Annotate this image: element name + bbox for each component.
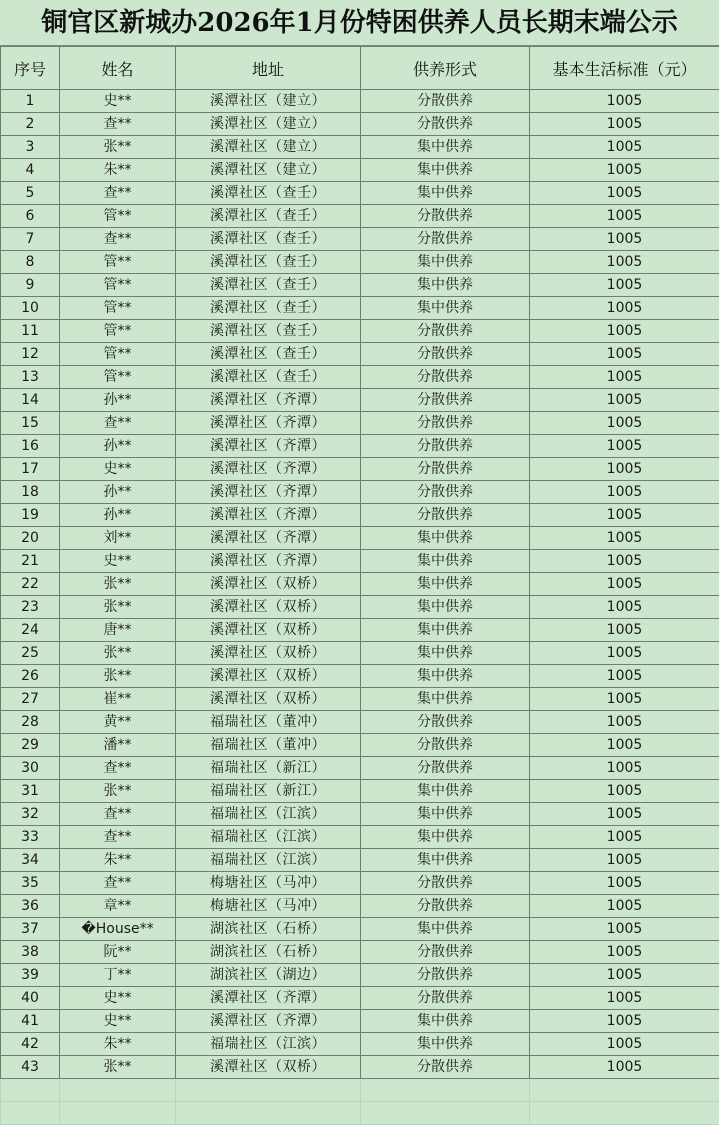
table-row: [1, 251, 719, 274]
cell-standard[interactable]: 1005: [530, 665, 719, 688]
cell-address[interactable]: 溪潭社区（齐潭）: [176, 458, 361, 481]
cell-seq[interactable]: 3: [1, 136, 60, 159]
cell-address[interactable]: 溪潭社区（建立）: [176, 90, 361, 113]
cell-name[interactable]: 查**: [60, 113, 176, 136]
cell-seq[interactable]: 39: [1, 964, 60, 987]
cell-address[interactable]: 溪潭社区（查壬）: [176, 366, 361, 389]
cell-standard[interactable]: 1005: [530, 550, 719, 573]
cell-name[interactable]: 阮**: [60, 941, 176, 964]
table-row: [1, 780, 719, 803]
cell-standard[interactable]: 1005: [530, 964, 719, 987]
empty-cell[interactable]: [1, 1079, 60, 1102]
cell-address[interactable]: 溪潭社区（建立）: [176, 113, 361, 136]
cell-name[interactable]: 朱**: [60, 159, 176, 182]
cell-name[interactable]: 唐**: [60, 619, 176, 642]
cell-address[interactable]: 溪潭社区（齐潭）: [176, 504, 361, 527]
cell-address[interactable]: 溪潭社区（双桥）: [176, 688, 361, 711]
cell-standard[interactable]: 1005: [530, 1033, 719, 1056]
table-row: [1, 412, 719, 435]
cell-name[interactable]: 史**: [60, 550, 176, 573]
cell-address[interactable]: 溪潭社区（查壬）: [176, 343, 361, 366]
page-title: 铜官区新城办2026年1月份特困供养人员长期末端公示: [0, 0, 719, 46]
empty-cell[interactable]: [1, 1102, 60, 1125]
empty-cell[interactable]: [176, 1079, 361, 1102]
cell-support-type[interactable]: 集中供养: [361, 849, 530, 872]
table-row: [1, 688, 719, 711]
cell-seq[interactable]: 19: [1, 504, 60, 527]
cell-support-type[interactable]: 集中供养: [361, 619, 530, 642]
cell-address[interactable]: 福瑞社区（江滨）: [176, 1033, 361, 1056]
cell-support-type[interactable]: 分散供养: [361, 90, 530, 113]
table-row: [1, 458, 719, 481]
cell-name[interactable]: 查**: [60, 412, 176, 435]
cell-seq[interactable]: 26: [1, 665, 60, 688]
cell-name[interactable]: 张**: [60, 1056, 176, 1079]
cell-standard[interactable]: 1005: [530, 849, 719, 872]
cell-seq[interactable]: 32: [1, 803, 60, 826]
cell-address[interactable]: 溪潭社区（查壬）: [176, 228, 361, 251]
cell-address[interactable]: 溪潭社区（齐潭）: [176, 550, 361, 573]
cell-address[interactable]: 福瑞社区（新江）: [176, 757, 361, 780]
cell-name[interactable]: 管**: [60, 274, 176, 297]
table-row: [1, 849, 719, 872]
empty-cell[interactable]: [530, 1102, 719, 1125]
table-row: [1, 573, 719, 596]
table-row: [1, 527, 719, 550]
cell-support-type[interactable]: 分散供养: [361, 987, 530, 1010]
header-support-type[interactable]: 供养形式: [361, 47, 530, 90]
cell-name[interactable]: 管**: [60, 205, 176, 228]
cell-seq[interactable]: 8: [1, 251, 60, 274]
cell-name[interactable]: 查**: [60, 826, 176, 849]
cell-seq[interactable]: 16: [1, 435, 60, 458]
header-seq[interactable]: 序号: [1, 47, 60, 90]
cell-seq[interactable]: 25: [1, 642, 60, 665]
table-row: [1, 274, 719, 297]
cell-name[interactable]: 史**: [60, 987, 176, 1010]
table-row: [1, 734, 719, 757]
cell-name[interactable]: 刘**: [60, 527, 176, 550]
table-row: [1, 205, 719, 228]
cell-seq[interactable]: 42: [1, 1033, 60, 1056]
cell-address[interactable]: 溪潭社区（齐潭）: [176, 412, 361, 435]
table-row: [1, 619, 719, 642]
cell-seq[interactable]: 41: [1, 1010, 60, 1033]
cell-seq[interactable]: 30: [1, 757, 60, 780]
cell-address[interactable]: 溪潭社区（查壬）: [176, 320, 361, 343]
cell-address[interactable]: 福瑞社区（江滨）: [176, 826, 361, 849]
cell-seq[interactable]: 37: [1, 918, 60, 941]
cell-address[interactable]: 溪潭社区（双桥）: [176, 573, 361, 596]
cell-seq[interactable]: 33: [1, 826, 60, 849]
cell-standard[interactable]: 1005: [530, 205, 719, 228]
cell-name[interactable]: 孙**: [60, 504, 176, 527]
cell-seq[interactable]: 20: [1, 527, 60, 550]
cell-support-type[interactable]: 分散供养: [361, 228, 530, 251]
cell-name[interactable]: 查**: [60, 182, 176, 205]
cell-standard[interactable]: 1005: [530, 941, 719, 964]
cell-name[interactable]: 朱**: [60, 849, 176, 872]
cell-seq[interactable]: 40: [1, 987, 60, 1010]
table-row: [1, 504, 719, 527]
cell-address[interactable]: 溪潭社区（齐潭）: [176, 389, 361, 412]
cell-name[interactable]: 丁**: [60, 964, 176, 987]
header-standard[interactable]: 基本生活标准（元）: [530, 47, 719, 90]
cell-support-type[interactable]: 分散供养: [361, 941, 530, 964]
cell-address[interactable]: 湖滨社区（湖边）: [176, 964, 361, 987]
cell-seq[interactable]: 11: [1, 320, 60, 343]
header-address[interactable]: 地址: [176, 47, 361, 90]
cell-support-type[interactable]: 分散供养: [361, 711, 530, 734]
cell-name[interactable]: 查**: [60, 872, 176, 895]
cell-name[interactable]: 崔**: [60, 688, 176, 711]
cell-name[interactable]: 史**: [60, 1010, 176, 1033]
cell-support-type[interactable]: 分散供养: [361, 412, 530, 435]
empty-cell[interactable]: [361, 1102, 530, 1125]
cell-seq[interactable]: 24: [1, 619, 60, 642]
cell-name[interactable]: 查**: [60, 228, 176, 251]
cell-support-type[interactable]: 分散供养: [361, 481, 530, 504]
table-row: [1, 711, 719, 734]
cell-standard[interactable]: 1005: [530, 113, 719, 136]
cell-seq[interactable]: 18: [1, 481, 60, 504]
cell-standard[interactable]: 1005: [530, 343, 719, 366]
cell-address[interactable]: 梅塘社区（马冲）: [176, 872, 361, 895]
cell-standard[interactable]: 1005: [530, 711, 719, 734]
cell-name[interactable]: 管**: [60, 297, 176, 320]
table-row: [1, 90, 719, 113]
cell-name[interactable]: 管**: [60, 366, 176, 389]
cell-seq[interactable]: 4: [1, 159, 60, 182]
cell-support-type[interactable]: 集中供养: [361, 182, 530, 205]
cell-standard[interactable]: 1005: [530, 734, 719, 757]
cell-standard[interactable]: 1005: [530, 803, 719, 826]
empty-cell[interactable]: [176, 1102, 361, 1125]
cell-support-type[interactable]: 集中供养: [361, 1033, 530, 1056]
cell-name[interactable]: 章**: [60, 895, 176, 918]
table-row: [1, 596, 719, 619]
empty-cell[interactable]: [60, 1079, 176, 1102]
cell-standard[interactable]: 1005: [530, 987, 719, 1010]
cell-name[interactable]: 查**: [60, 803, 176, 826]
cell-address[interactable]: 溪潭社区（齐潭）: [176, 435, 361, 458]
cell-support-type[interactable]: 分散供养: [361, 366, 530, 389]
cell-support-type[interactable]: 分散供养: [361, 757, 530, 780]
cell-standard[interactable]: 1005: [530, 918, 719, 941]
cell-seq[interactable]: 2: [1, 113, 60, 136]
cell-support-type[interactable]: 分散供养: [361, 113, 530, 136]
cell-standard[interactable]: 1005: [530, 504, 719, 527]
cell-address[interactable]: 湖滨社区（石桥）: [176, 941, 361, 964]
cell-seq[interactable]: 5: [1, 182, 60, 205]
cell-standard[interactable]: 1005: [530, 159, 719, 182]
cell-support-type[interactable]: 集中供养: [361, 550, 530, 573]
cell-address[interactable]: 湖滨社区（石桥）: [176, 918, 361, 941]
cell-support-type[interactable]: 集中供养: [361, 826, 530, 849]
cell-seq[interactable]: 9: [1, 274, 60, 297]
cell-seq[interactable]: 6: [1, 205, 60, 228]
table-row: [1, 1033, 719, 1056]
table-row: [1, 320, 719, 343]
cell-standard[interactable]: 1005: [530, 895, 719, 918]
table-row: [1, 389, 719, 412]
table-row: [1, 435, 719, 458]
cell-standard[interactable]: 1005: [530, 780, 719, 803]
cell-support-type[interactable]: 分散供养: [361, 964, 530, 987]
cell-seq[interactable]: 1: [1, 90, 60, 113]
table-row: [1, 964, 719, 987]
cell-address[interactable]: 溪潭社区（建立）: [176, 159, 361, 182]
cell-address[interactable]: 溪潭社区（查壬）: [176, 205, 361, 228]
table-row: [1, 895, 719, 918]
cell-name[interactable]: 张**: [60, 665, 176, 688]
table-body: [1, 90, 719, 1125]
cell-standard[interactable]: 1005: [530, 182, 719, 205]
cell-seq[interactable]: 36: [1, 895, 60, 918]
table-row: [1, 228, 719, 251]
table-row: [1, 665, 719, 688]
cell-seq[interactable]: 28: [1, 711, 60, 734]
cell-address[interactable]: 溪潭社区（齐潭）: [176, 481, 361, 504]
cell-name[interactable]: 张**: [60, 136, 176, 159]
cell-name[interactable]: 史**: [60, 90, 176, 113]
cell-support-type[interactable]: 分散供养: [361, 205, 530, 228]
cell-name[interactable]: 管**: [60, 251, 176, 274]
table-row: [1, 1056, 719, 1079]
table-row: [1, 366, 719, 389]
cell-standard[interactable]: 1005: [530, 320, 719, 343]
cell-name[interactable]: 管**: [60, 320, 176, 343]
cell-seq[interactable]: 35: [1, 872, 60, 895]
cell-address[interactable]: 溪潭社区（查壬）: [176, 297, 361, 320]
cell-standard[interactable]: 1005: [530, 1056, 719, 1079]
cell-seq[interactable]: 14: [1, 389, 60, 412]
cell-support-type[interactable]: 分散供养: [361, 872, 530, 895]
cell-standard[interactable]: 1005: [530, 757, 719, 780]
cell-seq[interactable]: 15: [1, 412, 60, 435]
table-row: [1, 872, 719, 895]
cell-name[interactable]: 朱**: [60, 1033, 176, 1056]
table-row: [1, 297, 719, 320]
cell-standard[interactable]: 1005: [530, 573, 719, 596]
cell-support-type[interactable]: 集中供养: [361, 527, 530, 550]
cell-support-type[interactable]: 集中供养: [361, 918, 530, 941]
table-row: [1, 343, 719, 366]
cell-seq[interactable]: 7: [1, 228, 60, 251]
cell-support-type[interactable]: 集中供养: [361, 665, 530, 688]
table-row: [1, 481, 719, 504]
table-row: [1, 757, 719, 780]
cell-standard[interactable]: 1005: [530, 435, 719, 458]
cell-standard[interactable]: 1005: [530, 642, 719, 665]
cell-seq[interactable]: 29: [1, 734, 60, 757]
cell-seq[interactable]: 12: [1, 343, 60, 366]
cell-standard[interactable]: 1005: [530, 412, 719, 435]
cell-address[interactable]: 溪潭社区（齐潭）: [176, 987, 361, 1010]
cell-standard[interactable]: 1005: [530, 1010, 719, 1033]
cell-address[interactable]: 梅塘社区（马冲）: [176, 895, 361, 918]
table-row: [1, 550, 719, 573]
header-name[interactable]: 姓名: [60, 47, 176, 90]
cell-address[interactable]: 溪潭社区（双桥）: [176, 596, 361, 619]
cell-standard[interactable]: 1005: [530, 619, 719, 642]
cell-address[interactable]: 溪潭社区（建立）: [176, 136, 361, 159]
support-table: [0, 46, 719, 1125]
cell-name[interactable]: 张**: [60, 642, 176, 665]
cell-support-type[interactable]: 分散供养: [361, 435, 530, 458]
cell-support-type[interactable]: 分散供养: [361, 1056, 530, 1079]
cell-standard[interactable]: 1005: [530, 458, 719, 481]
cell-standard[interactable]: 1005: [530, 251, 719, 274]
cell-support-type[interactable]: 分散供养: [361, 734, 530, 757]
table-row: [1, 987, 719, 1010]
cell-support-type[interactable]: 分散供养: [361, 458, 530, 481]
table-row: [1, 642, 719, 665]
cell-support-type[interactable]: 分散供养: [361, 389, 530, 412]
cell-support-type[interactable]: 集中供养: [361, 297, 530, 320]
cell-seq[interactable]: 21: [1, 550, 60, 573]
cell-support-type[interactable]: 集中供养: [361, 136, 530, 159]
cell-address[interactable]: 溪潭社区（查壬）: [176, 274, 361, 297]
cell-name[interactable]: 黄**: [60, 711, 176, 734]
cell-support-type[interactable]: 集中供养: [361, 159, 530, 182]
cell-seq[interactable]: 34: [1, 849, 60, 872]
cell-address[interactable]: 溪潭社区（双桥）: [176, 1056, 361, 1079]
cell-name[interactable]: 史**: [60, 458, 176, 481]
table-row: [1, 941, 719, 964]
cell-address[interactable]: 溪潭社区（双桥）: [176, 619, 361, 642]
cell-support-type[interactable]: 集中供养: [361, 274, 530, 297]
cell-standard[interactable]: 1005: [530, 297, 719, 320]
table-row: [1, 826, 719, 849]
cell-seq[interactable]: 10: [1, 297, 60, 320]
cell-address[interactable]: 溪潭社区（齐潭）: [176, 527, 361, 550]
table-row: [1, 113, 719, 136]
cell-seq[interactable]: 38: [1, 941, 60, 964]
cell-support-type[interactable]: 集中供养: [361, 1010, 530, 1033]
cell-seq[interactable]: 31: [1, 780, 60, 803]
table-row: [1, 803, 719, 826]
cell-support-type[interactable]: 集中供养: [361, 251, 530, 274]
cell-name[interactable]: 查**: [60, 757, 176, 780]
cell-address[interactable]: 溪潭社区（查壬）: [176, 251, 361, 274]
cell-name[interactable]: 管**: [60, 343, 176, 366]
empty-cell[interactable]: [60, 1102, 176, 1125]
cell-standard[interactable]: 1005: [530, 826, 719, 849]
cell-standard[interactable]: 1005: [530, 366, 719, 389]
cell-support-type[interactable]: 集中供养: [361, 688, 530, 711]
table-row: [1, 918, 719, 941]
cell-address[interactable]: 福瑞社区（江滨）: [176, 849, 361, 872]
cell-address[interactable]: 溪潭社区（双桥）: [176, 665, 361, 688]
cell-name[interactable]: 孙**: [60, 389, 176, 412]
cell-seq[interactable]: 17: [1, 458, 60, 481]
cell-name[interactable]: �House**: [60, 918, 176, 941]
cell-support-type[interactable]: 集中供养: [361, 803, 530, 826]
empty-row: [1, 1079, 719, 1102]
cell-support-type[interactable]: 分散供养: [361, 504, 530, 527]
cell-support-type[interactable]: 集中供养: [361, 642, 530, 665]
cell-address[interactable]: 福瑞社区（董冲）: [176, 711, 361, 734]
cell-address[interactable]: 福瑞社区（江滨）: [176, 803, 361, 826]
cell-name[interactable]: 张**: [60, 573, 176, 596]
cell-seq[interactable]: 43: [1, 1056, 60, 1079]
cell-standard[interactable]: 1005: [530, 90, 719, 113]
cell-name[interactable]: 孙**: [60, 481, 176, 504]
cell-address[interactable]: 溪潭社区（查壬）: [176, 182, 361, 205]
cell-standard[interactable]: 1005: [530, 872, 719, 895]
table-row: [1, 136, 719, 159]
cell-support-type[interactable]: 分散供养: [361, 320, 530, 343]
cell-seq[interactable]: 23: [1, 596, 60, 619]
cell-address[interactable]: 福瑞社区（新江）: [176, 780, 361, 803]
cell-support-type[interactable]: 分散供养: [361, 895, 530, 918]
cell-seq[interactable]: 22: [1, 573, 60, 596]
table-row: [1, 1010, 719, 1033]
cell-standard[interactable]: 1005: [530, 596, 719, 619]
cell-address[interactable]: 福瑞社区（董冲）: [176, 734, 361, 757]
cell-support-type[interactable]: 分散供养: [361, 343, 530, 366]
cell-standard[interactable]: 1005: [530, 481, 719, 504]
empty-cell[interactable]: [361, 1079, 530, 1102]
cell-name[interactable]: 张**: [60, 780, 176, 803]
cell-standard[interactable]: 1005: [530, 389, 719, 412]
cell-standard[interactable]: 1005: [530, 688, 719, 711]
table-row: [1, 182, 719, 205]
cell-name[interactable]: 张**: [60, 596, 176, 619]
cell-standard[interactable]: 1005: [530, 274, 719, 297]
cell-support-type[interactable]: 集中供养: [361, 573, 530, 596]
cell-standard[interactable]: 1005: [530, 228, 719, 251]
cell-name[interactable]: 潘**: [60, 734, 176, 757]
header-row: [1, 47, 719, 90]
empty-row: [1, 1102, 719, 1125]
cell-support-type[interactable]: 集中供养: [361, 780, 530, 803]
empty-cell[interactable]: [530, 1079, 719, 1102]
cell-address[interactable]: 溪潭社区（齐潭）: [176, 1010, 361, 1033]
cell-address[interactable]: 溪潭社区（双桥）: [176, 642, 361, 665]
table-row: [1, 159, 719, 182]
cell-support-type[interactable]: 集中供养: [361, 596, 530, 619]
cell-name[interactable]: 孙**: [60, 435, 176, 458]
cell-seq[interactable]: 27: [1, 688, 60, 711]
cell-seq[interactable]: 13: [1, 366, 60, 389]
cell-standard[interactable]: 1005: [530, 136, 719, 159]
cell-standard[interactable]: 1005: [530, 527, 719, 550]
